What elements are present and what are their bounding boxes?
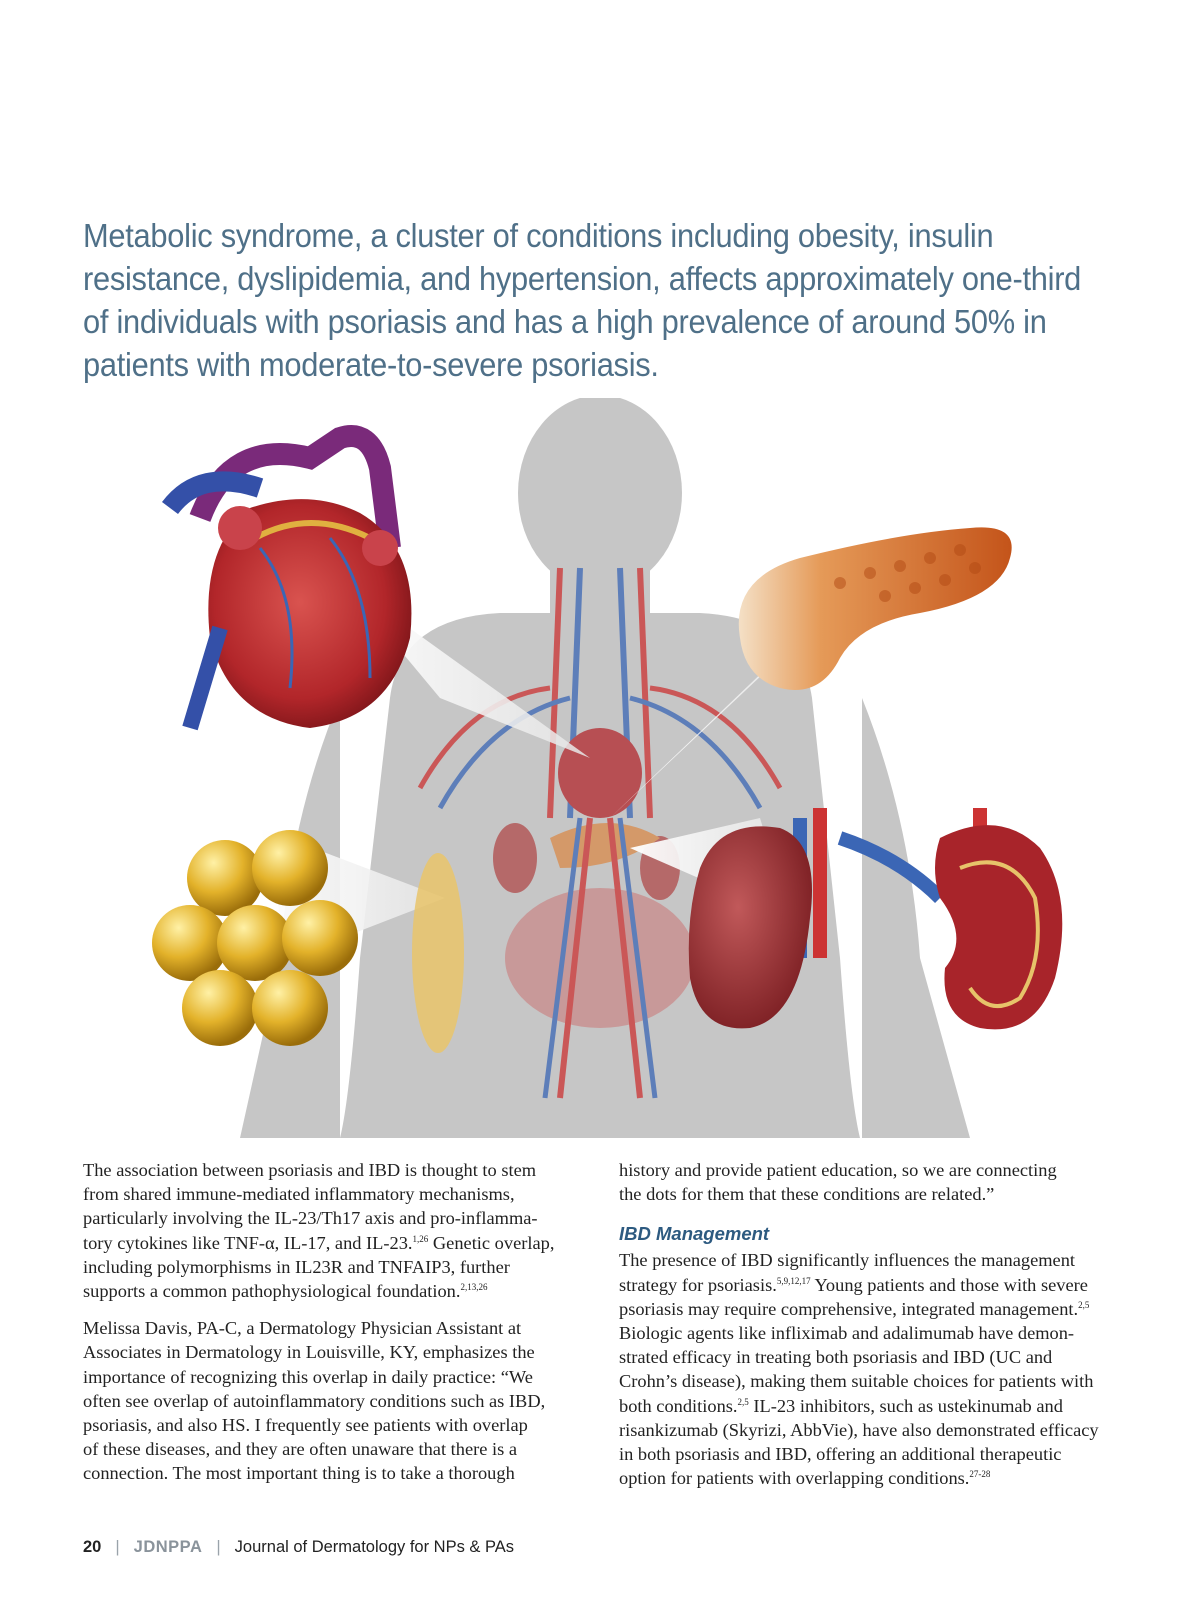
pull-quote [83, 215, 1082, 387]
text-line: option for patients with overlapping conditions. [619, 1468, 970, 1489]
text-line: often see overlap of autoinflammatory conditions such as IBD, [83, 1390, 546, 1411]
text-line: strategy for psoriasis. [619, 1274, 777, 1295]
paragraph [619, 1248, 1124, 1490]
footer-separator: | [216, 1538, 221, 1556]
magazine-name: JDNPPA [133, 1538, 203, 1556]
text-line: The presence of IBD significantly influences the management [619, 1250, 1076, 1271]
footer-separator: | [115, 1538, 120, 1556]
paragraph [83, 1158, 588, 1303]
text-line: particularly involving the IL-23/Th17 axis and pro-inflamma- [83, 1208, 538, 1229]
text-line: Melissa Davis, PA-C, a Dermatology Physician Assistant at [83, 1318, 522, 1339]
text-line: psoriasis may require comprehensive, integrated management. [619, 1298, 1079, 1319]
page-footer [83, 1538, 514, 1557]
page-number: 20 [83, 1538, 102, 1556]
text-line: risankizumab (Skyrizi, AbbVie), have also demonstrated efficacy [619, 1419, 1099, 1440]
text-line: psoriasis, and also HS. I frequently see patients with overlap [83, 1415, 528, 1436]
text-line: importance of recognizing this overlap in daily practice: “We [83, 1366, 533, 1387]
paragraph [83, 1316, 588, 1485]
citation: 2,5 [737, 1396, 749, 1407]
text-line: history and provide patient education, so we are connecting [619, 1160, 1057, 1180]
right-column [619, 1158, 1124, 1503]
pull-quote-line: Metabolic syndrome, a cluster of conditions including obesity, insulin [83, 218, 994, 255]
text-line: IL-23 inhibitors, such as ustekinumab and [748, 1395, 1063, 1416]
left-column [83, 1158, 588, 1499]
text-line: connection. The most important thing is to take a thorough [83, 1463, 515, 1484]
heart-illustration [170, 436, 411, 728]
citation: 2,13,26 [460, 1282, 488, 1293]
pancreas-illustration [739, 527, 1012, 690]
citation: 1,26 [412, 1233, 429, 1244]
text-line: including polymorphisms in IL23R and TNFAIP3, further [83, 1256, 510, 1277]
text-line: from shared immune-mediated inflammatory mechanisms, [83, 1184, 515, 1205]
text-line: of these diseases, and they are often unaware that there is a [83, 1439, 518, 1460]
paragraph [619, 1158, 1124, 1206]
text-line: both conditions. [619, 1395, 738, 1416]
text-line: in both psoriasis and IBD, offering an additional therapeutic [619, 1444, 1062, 1465]
text-line: Associates in Dermatology in Louisville, KY, emphasizes the [83, 1342, 535, 1363]
text-line: strated efficacy in treating both psoriasis and IBD (UC and [619, 1347, 1053, 1368]
text-line: The association between psoriasis and IBD is thought to stem [83, 1160, 537, 1180]
text-line: supports a common pathophysiological foundation. [83, 1281, 461, 1302]
pull-quote-line: resistance, dyslipidemia, and hypertension, affects approximately one-third [83, 261, 1082, 298]
text-line: tory cytokines like TNF-α, IL-17, and IL-23. [83, 1232, 413, 1253]
citation: 5,9,12,17 [776, 1275, 811, 1286]
section-heading: IBD Management [619, 1223, 770, 1245]
text-line: Crohn’s disease), making them suitable choices for patients with [619, 1371, 1094, 1392]
text-line: Genetic overlap, [428, 1232, 555, 1253]
citation: 27-28 [969, 1469, 991, 1480]
text-line: Young patients and those with severe [810, 1274, 1088, 1295]
pull-quote-line: of individuals with psoriasis and has a high prevalence of around 50% in [83, 304, 1047, 341]
citation: 2,5 [1078, 1299, 1090, 1310]
text-line: Biologic agents like infliximab and adalimumab have demon- [619, 1323, 1075, 1344]
metabolic-organs-illustration [140, 398, 1110, 1138]
pull-quote-line: patients with moderate-to-severe psoriasis. [83, 347, 659, 384]
text-line: the dots for them that these conditions are related.” [619, 1184, 995, 1205]
journal-name: Journal of Dermatology for NPs & PAs [234, 1538, 515, 1556]
